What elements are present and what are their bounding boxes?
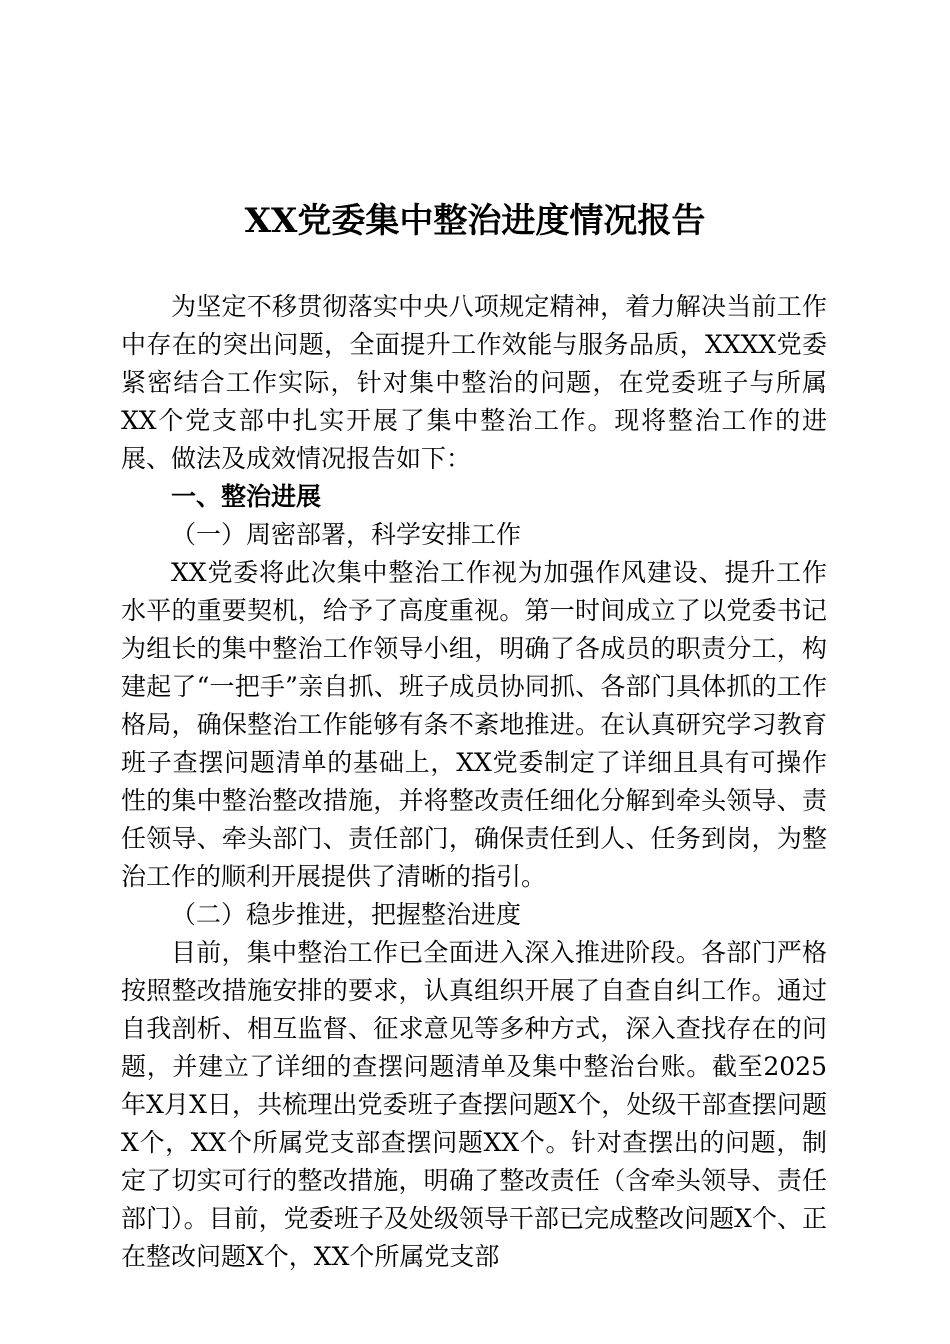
deployment-paragraph: XX党委将此次集中整治工作视为加强作风建设、提升工作水平的重要契机，给予了高度重视。第一时间成立了以党委书记为组长的集中整治工作领导小组，明确了各成员的职责分工，构建起了“一把手”亲自抓、班子成员协同抓、各部门具体抓的工作格局，确保整治工作能够有条不紊地推进。在认真研究学习教育班子查摆问题清单的基础上，XX党委制定了详细且具有可操作性的集中整治整改措施，并将整改责任细化分解到牵头领导、责任领导、牵头部门、责任部门，确保责任到人、任务到岗，为整治工作的顺利开展提供了清晰的指引。 bbox=[121, 558, 827, 891]
document-body bbox=[121, 288, 827, 1276]
intro-paragraph: 为坚定不移贯彻落实中央八项规定精神，着力解决当前工作中存在的突出问题，全面提升工作效能与服务品质，XXXX党委紧密结合工作实际，针对集中整治的问题，在党委班子与所属XX个党支部中扎实开展了集中整治工作。现将整治工作的进展、做法及成效情况报告如下： bbox=[121, 292, 827, 473]
subsection-heading-advance: （二）稳步推进，把握整治进度 bbox=[171, 900, 522, 929]
document-title: XX党委集中整治进度情况报告 bbox=[244, 201, 706, 241]
advance-paragraph: 目前，集中整治工作已全面进入深入推进阶段。各部门严格按照整改措施安排的要求，认真组织开展了自查自纠工作。通过自我剖析、相互监督、征求意见等多种方式，深入查找存在的问题，并建立了详细的查摆问题清单及集中整治台账。截至2025年X月X日，共梳理出党委班子查摆问题X个，处级干部查摆问题X个，XX个所属党支部查摆问题XX个。针对查摆出的问题，制定了切实可行的整改措施，明确了整改责任（含牵头领导、责任部门）。目前，党委班子及处级领导干部已完成整改问题X个、正在整改问题X个，XX个所属党支部 bbox=[121, 938, 827, 1271]
subsection-heading-deployment: （一）周密部署，科学安排工作 bbox=[171, 520, 522, 549]
section-heading-progress: 一、整治进展 bbox=[171, 482, 322, 511]
